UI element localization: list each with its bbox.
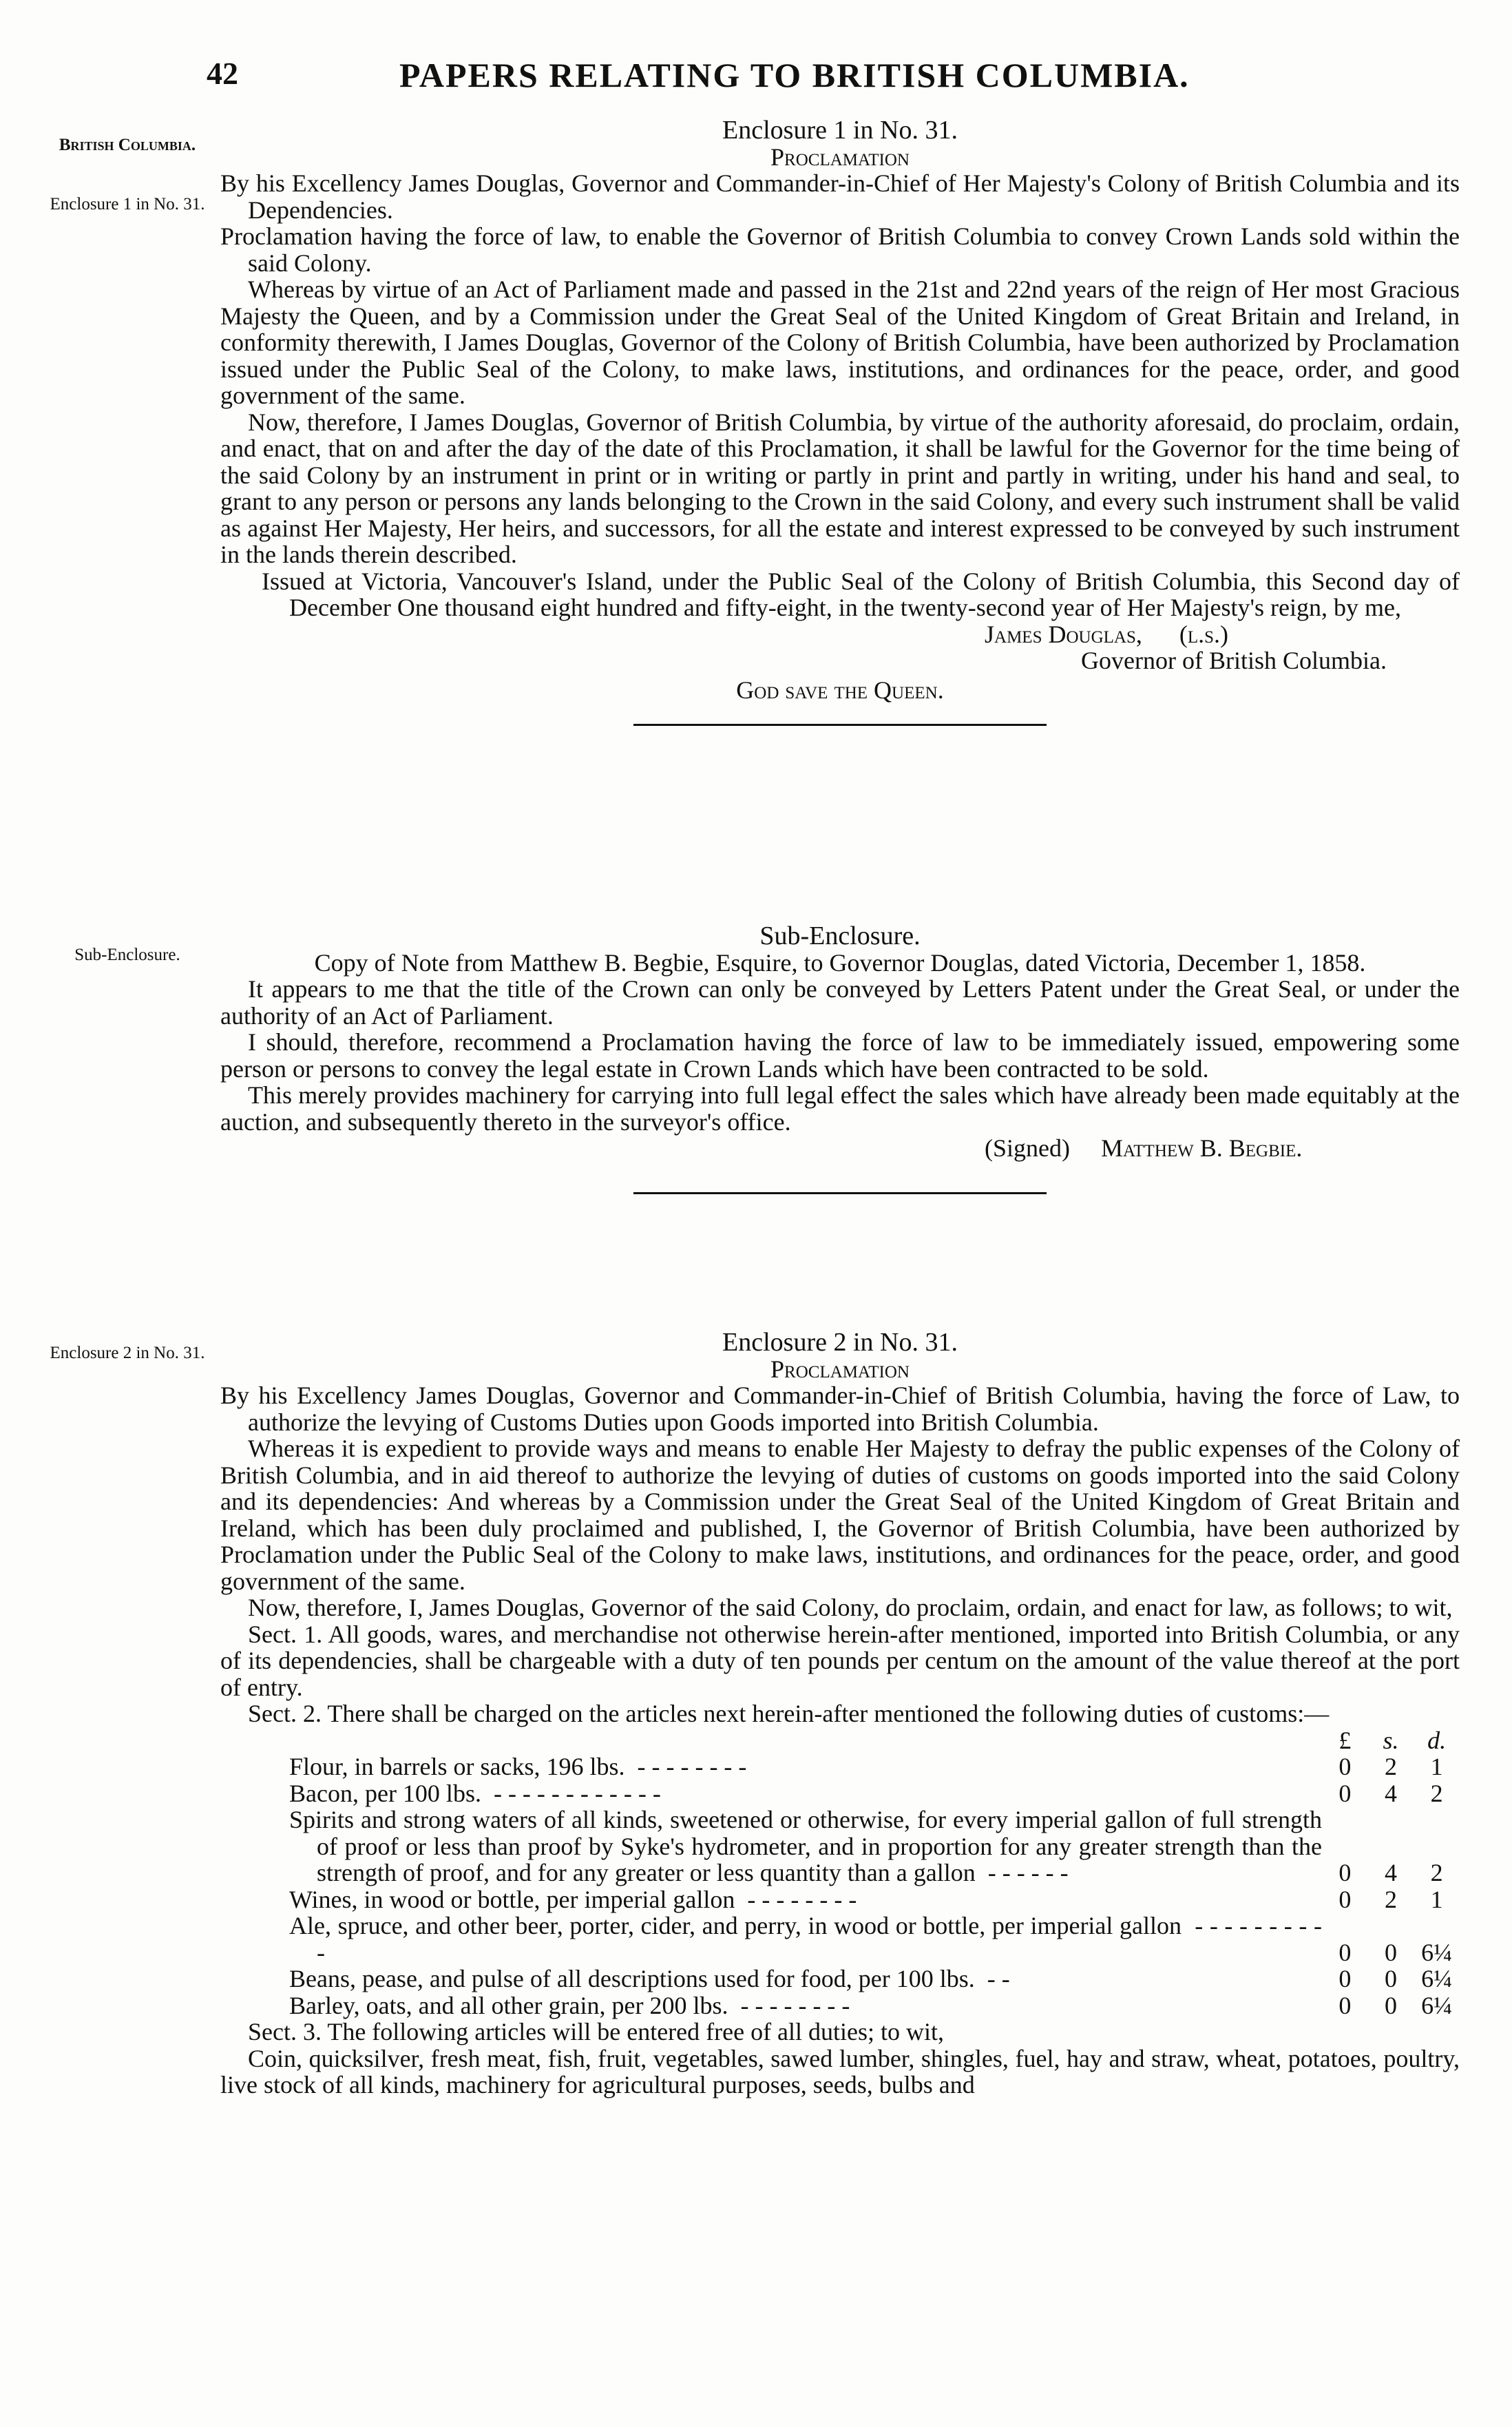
duty-item: Bacon, per 100 lbs. [289,1779,481,1807]
currency-header-shillings: s. [1383,1726,1399,1754]
sub-enclosure-paragraph-3: This merely provides machinery for carrying into full legal effect the sales which have already been made equitably at the auction, and subsequently thereto in the surveyor's office. [220,1081,1460,1136]
duty-leader: - - - - - - - - [747,1885,857,1913]
duty-shillings: 0 [1384,1938,1397,1966]
enclosure1-heading: Enclosure 1 in No. 31. [722,116,958,145]
margin-note-enclosure1: Enclosure 1 in No. 31. [50,195,205,213]
duty-item: Beans, pease, and pulse of all descriptions used for food, per 100 lbs. [289,1965,975,1992]
duty-pounds: 0 [1338,1991,1352,2019]
duty-row [220,1966,1460,1992]
duty-pounds: 0 [1338,1938,1352,1966]
enclosure1-subheading: Proclamation [770,143,910,171]
enclosure2-subheading: Proclamation [770,1355,910,1383]
sub-enclosure-paragraph-1: It appears to me that the title of the Crown can only be conveyed by Letters Patent under the Great Seal, or under the authority of an Act of Parliament. [220,975,1460,1030]
sub-enclosure-signed: (Signed) [985,1134,1070,1162]
page-number: 42 [207,56,238,91]
enclosure2-heading: Enclosure 2 in No. 31. [722,1328,958,1357]
duty-shillings: 0 [1384,1965,1397,1992]
enclosure1-section [220,117,1460,747]
duty-leader: - - - - - - - - [637,1753,747,1780]
duty-pence: 6¼ [1421,1965,1453,1992]
sub-enclosure-section [220,923,1460,1215]
enclosure2-whereas: Whereas it is expedient to provide ways and means to enable Her Majesty to defray the public expenses of the Colony of British Columbia, and in aid thereof to authorize the levying of duties of customs on goods imported into the said Colony and its dependencies: And whereas by a Commission under the Great Seal of the United Kingdom of Great Britain and Ireland, which has been duly proclaimed and published, I, the Governor of British Columbia, have been authorized by Proclamation under the Public Seal of the Colony to make laws, institutions, and ordinances for the peace, order, and good government of the same. [220,1435,1460,1595]
duty-leader: - - - - - - - - - - - - [493,1779,661,1807]
enclosure1-issued: Issued at Victoria, Vancouver's Island, under the Public Seal of the Colony of British Columbia, this Second day of December One thousand eight hundred and fifty-eight, in the twenty-second year of Her Majesty's reign, by me, [262,567,1460,621]
duty-leader: - - - - - - - - [740,1991,850,2019]
sub-enclosure-paragraph-2: I should, therefore, recommend a Proclamation having the force of law to be immediately issued, empowering some person or persons to convey the legal estate in Crown Lands which have been contracted to be sold. [220,1028,1460,1083]
enclosure1-signature-title: Governor of British Columbia. [1081,647,1387,674]
duty-pence: 2 [1430,1779,1443,1807]
enclosure1-whereas: Whereas by virtue of an Act of Parliament made and passed in the 21st and 22nd years of the reign of Her most Gracious Majesty the Queen, and by a Commission under the Great Seal of the United Kingdom of Great Britain and Ireland, in conformity therewith, I James Douglas, Governor of the Colony of British Columbia, have been authorized by Proclamation issued under the Public Seal of the Colony, to make laws, institutions, and ordinances for the peace, order, and good government of the same. [220,275,1460,409]
page-header [207,48,1333,96]
duty-row [220,1806,1460,1886]
duty-shillings: 2 [1384,1753,1397,1780]
currency-header-pounds: £ [1338,1726,1352,1754]
enclosure2-sect1: Sect. 1. All goods, wares, and merchandise not otherwise herein-after mentioned, imported into British Columbia, or any of its dependencies, shall be chargeable with a duty of ten pounds per centum on the amount of the value thereof at the port of entry. [220,1620,1460,1701]
duty-pence: 1 [1430,1885,1443,1913]
duty-item: Ale, spruce, and other beer, porter, cider, and perry, in wood or bottle, per imperial gallon [289,1912,1182,1939]
duty-row [220,1992,1460,2019]
duty-shillings: 2 [1384,1885,1397,1913]
running-title: PAPERS RELATING TO BRITISH COLUMBIA. [399,56,1190,94]
duty-shillings: 4 [1384,1779,1397,1807]
sub-enclosure-signer: Matthew B. Begbie. [1100,1134,1303,1162]
section-divider [633,1192,1047,1194]
duty-item: Barley, oats, and all other grain, per 200 lbs. [289,1991,728,2019]
duty-pounds: 0 [1338,1965,1352,1992]
duty-pounds: 0 [1338,1885,1352,1913]
sub-enclosure-heading: Sub-Enclosure. [759,921,921,950]
duty-shillings: 4 [1384,1859,1397,1886]
enclosure1-seal: (l.s.) [1179,620,1229,648]
margin-note-british-columbia: British Columbia. [59,136,196,154]
enclosure2-now: Now, therefore, I, James Douglas, Governor of the said Colony, do proclaim, ordain, and enact for law, as follows; to wit, [248,1594,1453,1621]
enclosure2-sect3: Sect. 3. The following articles will be entered free of all duties; to wit, [248,2018,945,2045]
duty-row [220,1886,1460,1913]
duty-item: Wines, in wood or bottle, per imperial gallon [289,1885,735,1913]
enclosure1-closing: God save the Queen. [736,676,944,704]
duty-pounds: 0 [1338,1859,1352,1886]
duty-leader: - - - - - - [987,1859,1069,1886]
enclosure2-byline: By his Excellency James Douglas, Governor and Commander-in-Chief of British Columbia, having the force of Law, to authorize the levying of Customs Duties upon Goods imported into British Columbia. [220,1382,1460,1436]
enclosure1-title: Proclamation having the force of law, to enable the Governor of British Columbia to convey Crown Lands sold within the said Colony. [220,222,1460,277]
enclosure1-signature: James Douglas, [985,620,1142,648]
sub-enclosure-signature-line [220,1135,1460,1162]
enclosure1-signature-line [220,621,1460,648]
duty-pence: 6¼ [1421,1991,1453,2019]
enclosure2-sect2: Sect. 2. There shall be charged on the articles next herein-after mentioned the following duties of customs:— [248,1700,1330,1727]
enclosure2-free-list: Coin, quicksilver, fresh meat, fish, fruit, vegetables, sawed lumber, shingles, fuel, hay and straw, wheat, potatoes, poultry, live stock of all kinds, machinery for agricultural purposes, seeds, bulbs and [220,2044,1460,2098]
duty-row [220,1780,1460,1807]
margin-note-enclosure2: Enclosure 2 in No. 31. [50,1344,205,1362]
duty-pence: 2 [1430,1859,1443,1886]
enclosure1-now: Now, therefore, I James Douglas, Governor of British Columbia, by virtue of the authority aforesaid, do proclaim, ordain, and enact, that on and after the day of the date of this Proclamation, it shall be lawful for the Governor for the time being of the said Colony by an instrument in print or in writing or partly in print and partly in writing, under his hand and seal, to grant to any person or persons any lands belonging to the Crown in the said Colony, and every such instrument shall be valid as against Her Majesty, Her heirs, and successors, for all the estate and interest expressed to be conveyed by such instrument in the lands therein described. [220,408,1460,568]
duty-pence: 1 [1430,1753,1443,1780]
duty-item: Spirits and strong waters of all kinds, sweetened or otherwise, for every imperial gallon of full strength of proof or less than proof by Syke's hydrometer, and in proportion for any greater strength than the strength of proof, and for any greater or less quantity than a gallon [289,1806,1322,1886]
enclosure2-section [220,1329,1460,2098]
currency-header-row [220,1727,1460,1754]
section-divider [633,724,1047,726]
duty-pence: 6¼ [1421,1938,1453,1966]
duty-row [220,1913,1460,1966]
sub-enclosure-title: Copy of Note from Matthew B. Begbie, Esquire, to Governor Douglas, dated Victoria, December 1, 1858. [314,948,1366,977]
duty-item: Flour, in barrels or sacks, 196 lbs. [289,1753,625,1780]
duty-shillings: 0 [1384,1991,1397,2019]
enclosure1-byline: By his Excellency James Douglas, Governor and Commander-in-Chief of Her Majesty's Colony of British Columbia and its Dependencies. [220,169,1460,224]
duty-pounds: 0 [1338,1753,1352,1780]
margin-note-sub-enclosure: Sub-Enclosure. [74,946,180,964]
duty-row [220,1753,1460,1780]
currency-header-pence: d. [1427,1726,1447,1754]
duty-leader: - - [987,1965,1010,1992]
duty-leader: - - - - - - - - - - [317,1912,1322,1966]
duty-pounds: 0 [1338,1779,1352,1807]
